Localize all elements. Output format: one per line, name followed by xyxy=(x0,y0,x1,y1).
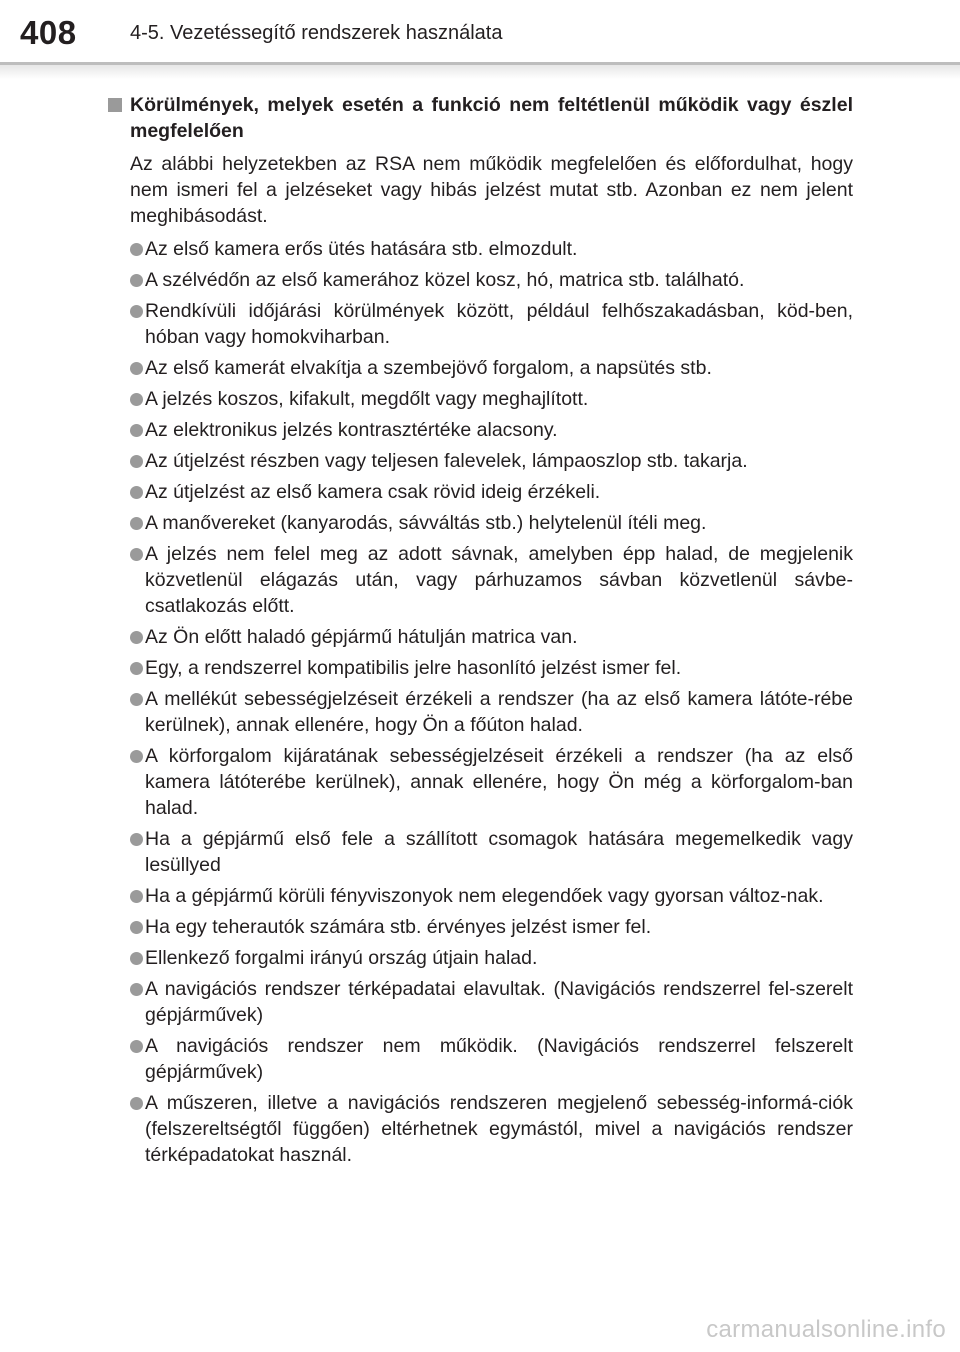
circle-bullet-icon xyxy=(130,890,143,903)
circle-bullet-icon xyxy=(130,952,143,965)
list-item xyxy=(108,267,853,293)
list-item-text: Az első kamerát elvakítja a szembejövő forgalom, a napsütés stb. xyxy=(145,357,712,379)
circle-bullet-icon xyxy=(130,662,143,675)
list-item-text: A manővereket (kanyarodás, sávváltás stb.) helytelenül ítéli meg. xyxy=(145,512,707,534)
circle-bullet-icon xyxy=(130,455,143,468)
intro-paragraph: Az alábbi helyzetekben az RSA nem működik megfelelően és előfordulhat, hogy nem ismeri fel a jelzéseket vagy hibás jelzést mutat stb. Azonban ez nem jelent meghibásodást. xyxy=(130,153,853,227)
condition-list xyxy=(108,236,853,1168)
circle-bullet-icon xyxy=(130,983,143,996)
circle-bullet-icon xyxy=(130,693,143,706)
list-item-text: Az első kamera erős ütés hatására stb. elmozdult. xyxy=(145,238,578,260)
list-item-text: A navigációs rendszer térképadatai elavultak. (Navigációs rendszerrel fel-szerelt gépjárművek) xyxy=(145,978,853,1026)
list-item xyxy=(108,510,853,536)
list-item-text: Az Ön előtt haladó gépjármű hátulján matrica van. xyxy=(145,626,578,648)
circle-bullet-icon xyxy=(130,1097,143,1110)
list-item-text: A műszeren, illetve a navigációs rendszeren megjelenő sebesség-informá-ciók (felszereltségtől függően) eltérhetnek egymástól, mivel a navigációs rendszer térképadatokat használ. xyxy=(145,1092,853,1166)
circle-bullet-icon xyxy=(130,424,143,437)
list-item xyxy=(108,826,853,878)
list-item-text: A mellékút sebességjelzéseit érzékeli a rendszer (ha az első kamera látóte-rébe kerülnek), annak ellenére, hogy Ön a főúton halad. xyxy=(145,688,853,736)
list-item xyxy=(108,1033,853,1085)
list-item-text: Ha egy teherautók számára stb. érvényes jelzést ismer fel. xyxy=(145,916,652,938)
section-heading-text: Körülmények, melyek esetén a funkció nem feltétlenül működik vagy észlel megfelelően xyxy=(130,94,853,142)
list-item xyxy=(108,541,853,619)
square-bullet-icon xyxy=(108,98,122,112)
list-item-text: Az útjelzést részben vagy teljesen falevelek, lámpaoszlop stb. takarja. xyxy=(145,450,748,472)
list-item-text: A navigációs rendszer nem működik. (Navigációs rendszerrel felszerelt gépjárművek) xyxy=(145,1035,853,1083)
list-item-text: Az útjelzést az első kamera csak rövid ideig érzékeli. xyxy=(145,481,601,503)
list-item xyxy=(108,976,853,1028)
circle-bullet-icon xyxy=(130,631,143,644)
list-item xyxy=(108,655,853,681)
list-item xyxy=(108,883,853,909)
list-item-text: Rendkívüli időjárási körülmények között, például felhőszakadásban, köd-ben, hóban vagy homokviharban. xyxy=(145,300,853,348)
list-item xyxy=(108,386,853,412)
list-item xyxy=(108,914,853,940)
circle-bullet-icon xyxy=(130,1040,143,1053)
circle-bullet-icon xyxy=(130,517,143,530)
list-item xyxy=(108,355,853,381)
page-number: 408 xyxy=(20,14,77,51)
page-content xyxy=(108,92,853,1173)
circle-bullet-icon xyxy=(130,833,143,846)
circle-bullet-icon xyxy=(130,305,143,318)
list-item xyxy=(108,1090,853,1168)
list-item xyxy=(108,479,853,505)
list-item xyxy=(108,945,853,971)
list-item-text: Egy, a rendszerrel kompatibilis jelre hasonlító jelzést ismer fel. xyxy=(145,657,682,679)
list-item-text: A jelzés koszos, kifakult, megdőlt vagy meghajlított. xyxy=(145,388,589,410)
list-item xyxy=(108,448,853,474)
circle-bullet-icon xyxy=(130,548,143,561)
list-item xyxy=(108,624,853,650)
list-item-text: Ha a gépjármű körüli fényviszonyok nem elegendőek vagy gyorsan változ-nak. xyxy=(145,885,824,907)
circle-bullet-icon xyxy=(130,486,143,499)
list-item-text: A szélvédőn az első kamerához közel kosz, hó, matrica stb. található. xyxy=(145,269,745,291)
section-heading xyxy=(108,92,853,144)
list-item-text: Ha a gépjármű első fele a szállított csomagok hatására megemelkedik vagy lesüllyed xyxy=(145,828,853,876)
chapter-title: 4-5. Vezetéssegítő rendszerek használata xyxy=(130,22,503,44)
list-item xyxy=(108,686,853,738)
circle-bullet-icon xyxy=(130,274,143,287)
circle-bullet-icon xyxy=(130,243,143,256)
list-item-text: A körforgalom kijáratának sebességjelzéseit érzékeli a rendszer (ha az első kamera látóterébe kerülnek), annak ellenére, hogy Ön még a körforgalom-ban halad. xyxy=(145,745,853,819)
list-item xyxy=(108,743,853,821)
header-divider xyxy=(0,62,960,79)
circle-bullet-icon xyxy=(130,750,143,763)
list-item xyxy=(108,236,853,262)
circle-bullet-icon xyxy=(130,921,143,934)
list-item-text: Az elektronikus jelzés kontrasztértéke alacsony. xyxy=(145,419,558,441)
watermark: carmanualsonline.info xyxy=(706,1316,946,1343)
circle-bullet-icon xyxy=(130,393,143,406)
list-item-text: Ellenkező forgalmi irányú ország útjain halad. xyxy=(145,947,538,969)
list-item xyxy=(108,417,853,443)
circle-bullet-icon xyxy=(130,362,143,375)
list-item xyxy=(108,298,853,350)
list-item-text: A jelzés nem felel meg az adott sávnak, amelyben épp halad, de megjelenik közvetlenül elágazás után, vagy párhuzamos sávban közvetlenül sávbe-csatlakozás előtt. xyxy=(145,543,853,617)
